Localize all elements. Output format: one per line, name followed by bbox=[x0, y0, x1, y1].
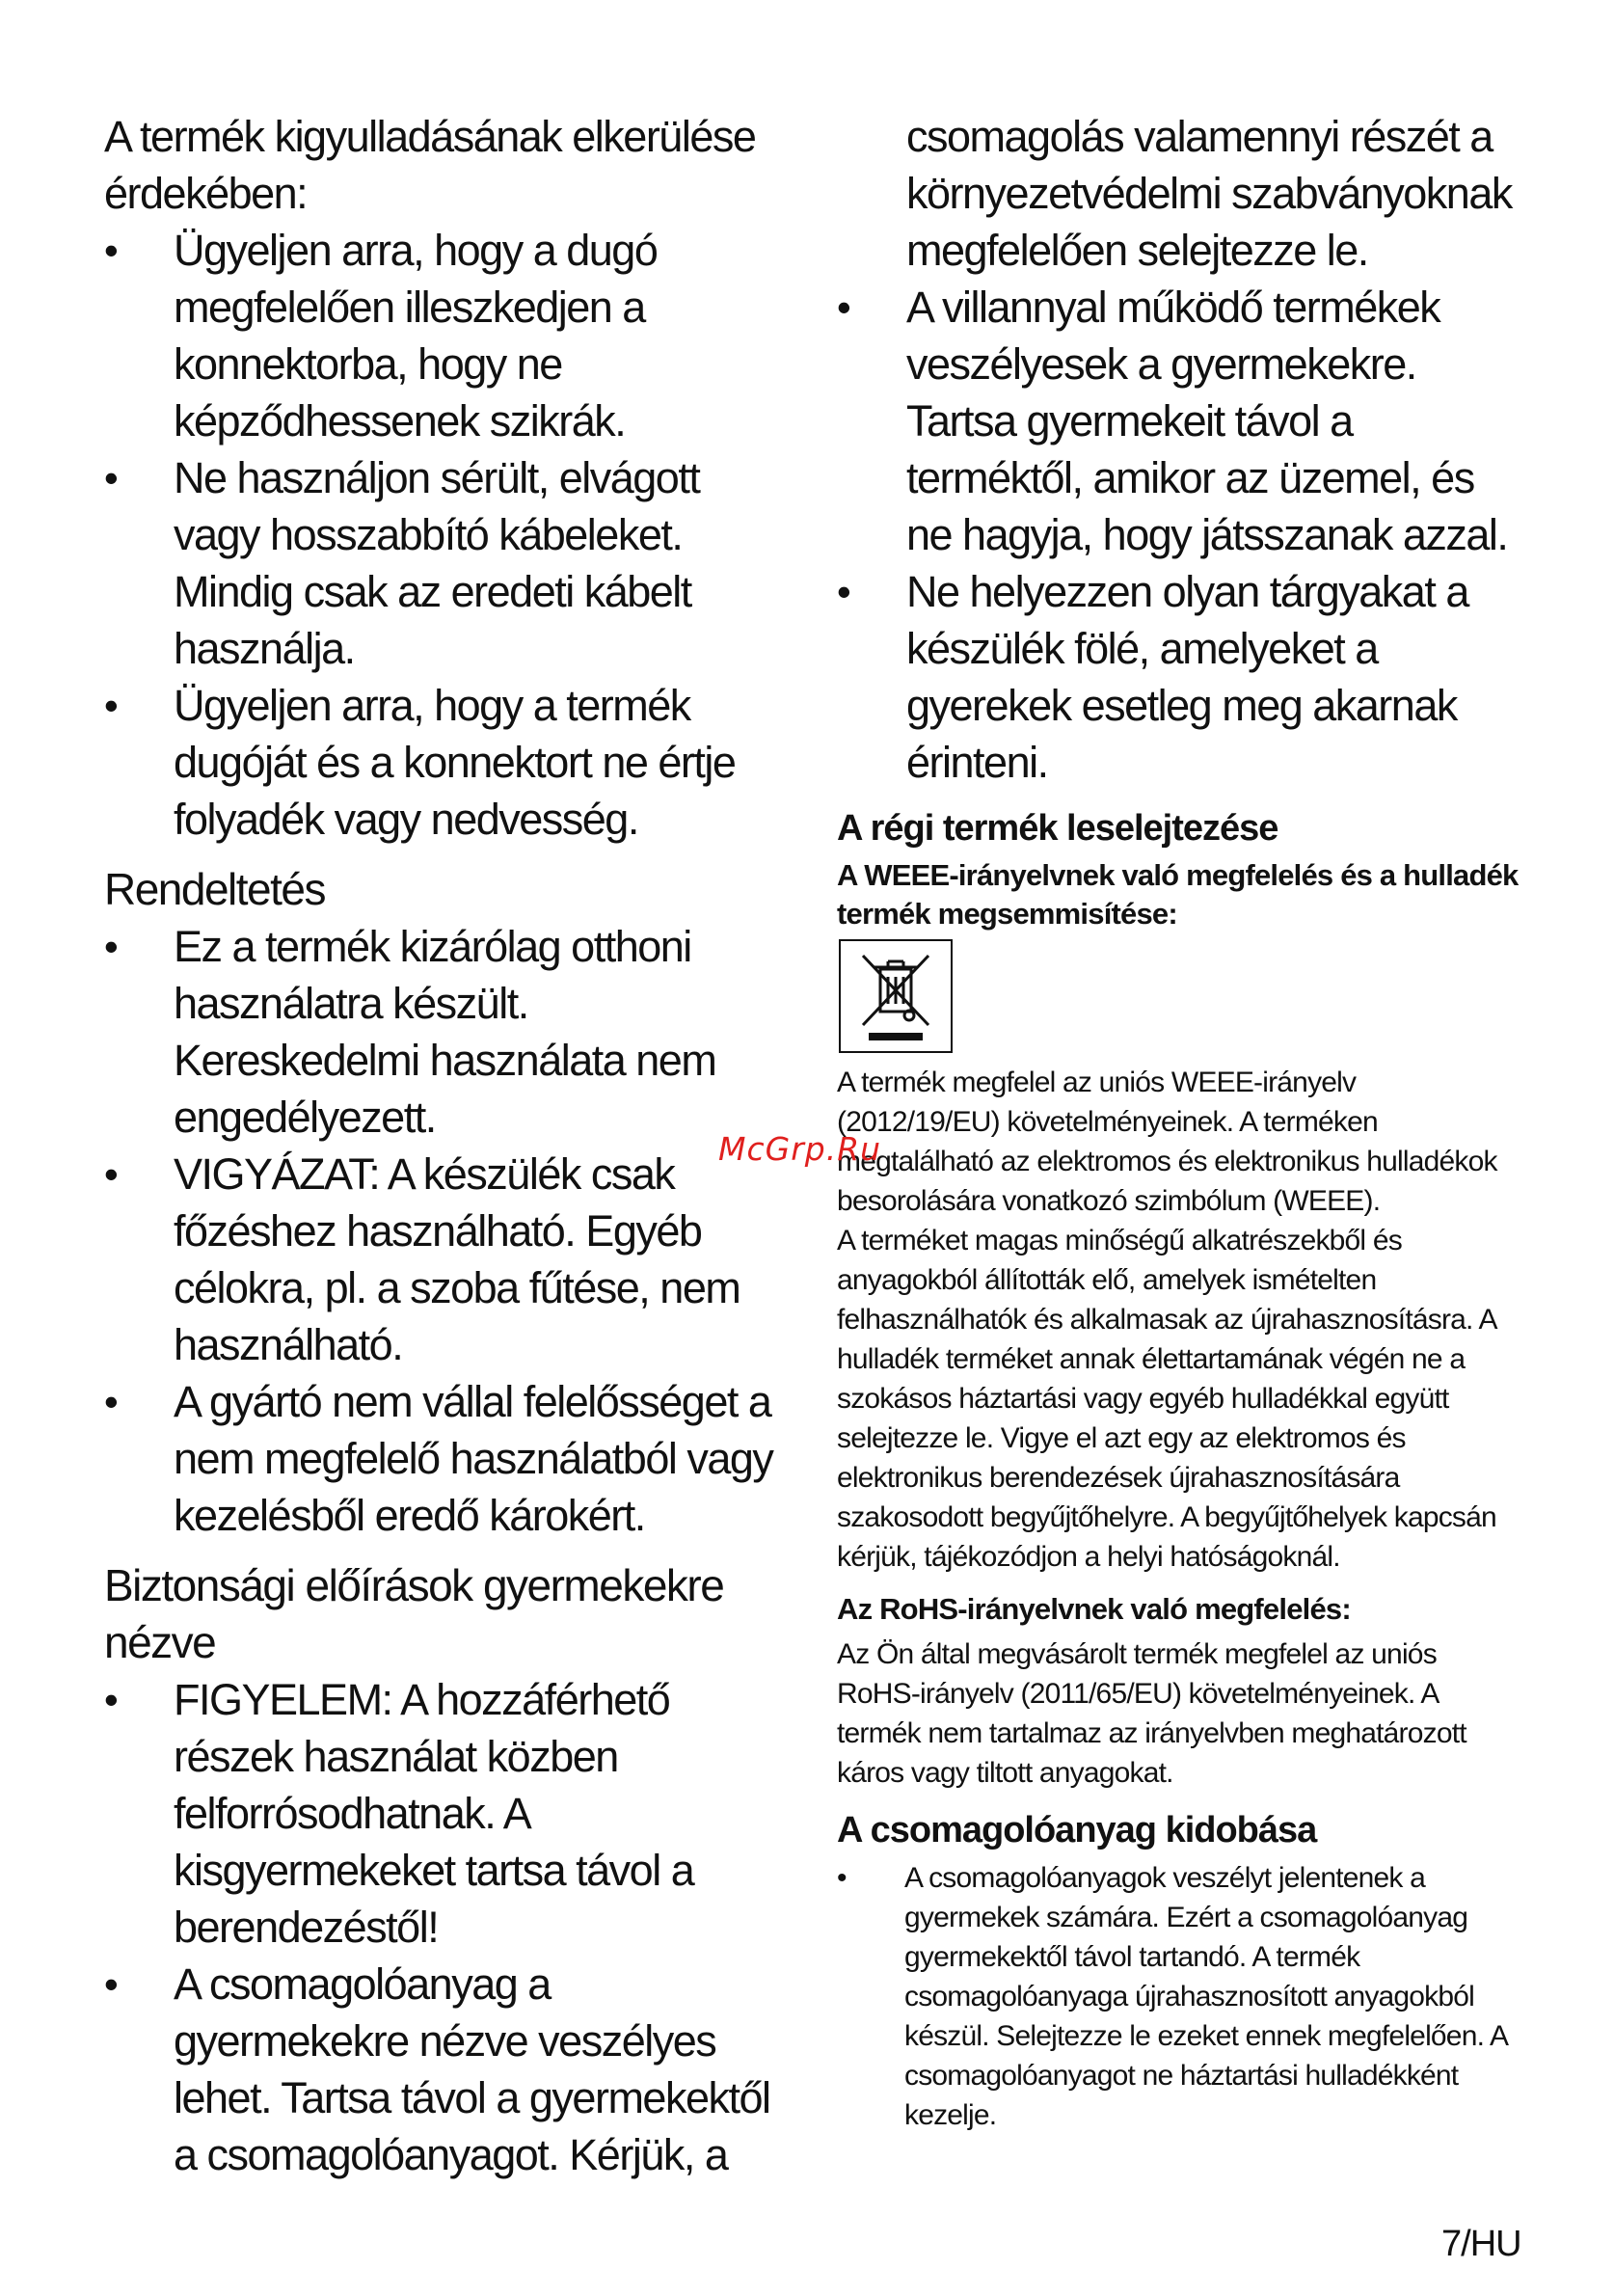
list-item: • Ne helyezzen olyan tárgyakat a készülék fölé, amelyeket a gyerekek esetleg meg akarnak érinteni. bbox=[837, 563, 1521, 791]
list-item: • Ügyeljen arra, hogy a termék dugóját és a konnektort ne értje folyadék vagy nedvesség. bbox=[104, 677, 779, 848]
purpose-list bbox=[104, 918, 779, 1544]
list-item: • A csomagolóanyagok veszélyt jelentenek a gyermekek számára. Ezért a csomagolóanyag gyermekektől távol tartandó. A termék csomagolóanyaga újrahasznosított anyagokból készül. Selejtezze le ezeket ennek megfelelően. A csomagolóanyagot ne háztartási hulladékként kezelje. bbox=[837, 1858, 1521, 2135]
rohs-paragraph: Az Ön által megvásárolt termék megfelel az uniós RoHS-irányelv (2011/65/EU) követelményeinek. A termék nem tartalmaz az irányelvben meghatározott káros vagy tiltott anyagokat. bbox=[837, 1638, 1466, 1789]
disposal-heading: A régi termék leselejtezése bbox=[837, 808, 1278, 849]
child-safety-list bbox=[104, 1671, 779, 2183]
list-item: • FIGYELEM: A hozzáférhető részek használat közben felforrósodhatnak. A kisgyermekeket tartsa távol a berendezéstől! bbox=[104, 1671, 779, 1956]
list-item: • Ne használjon sérült, elvágott vagy hosszabbító kábeleket. Mindig csak az eredeti kábelt használja. bbox=[104, 449, 779, 677]
list-item: • A csomagolóanyag a gyermekekre nézve veszélyes lehet. Tartsa távol a gyermekektől a csomagolóanyagot. Kérjük, a bbox=[104, 1956, 779, 2183]
child-safety-heading: Biztonsági előírások gyermekekre nézve bbox=[104, 1560, 724, 1667]
packaging-disposal-heading: A csomagolóanyag kidobása bbox=[837, 1810, 1317, 1850]
watermark: McGrp.Ru bbox=[718, 1130, 882, 1168]
list-item: • Ügyeljen arra, hogy a dugó megfelelően illeszkedjen a konnektorba, hogy ne képződhessenek szikrák. bbox=[104, 222, 779, 449]
fire-safety-intro: A termék kigyulladásának elkerülése érdekében: bbox=[104, 112, 756, 218]
list-item: • A gyártó nem vállal felelősséget a nem megfelelő használatból vagy kezelésből eredő károkért. bbox=[104, 1373, 779, 1544]
child-safety-list-continued bbox=[837, 279, 1521, 791]
rohs-heading: Az RoHS-irányelvnek való megfelelés: bbox=[837, 1592, 1351, 1626]
page-number: 7/HU bbox=[1441, 2224, 1521, 2264]
packaging-continuation: csomagolás valamennyi részét a környezetvédelmi szabványoknak megfelelően selejtezze le. bbox=[906, 112, 1512, 275]
fire-safety-list bbox=[104, 222, 779, 848]
crossed-out-wheelie-bin-icon bbox=[839, 939, 953, 1053]
weee-paragraph-2: A terméket magas minőségű alkatrészekből és anyagokból állították elő, amelyek ismételten felhasználhatók és alkalmasak az újrahasznosításra. A hulladék terméket annak élettartamának végén ne a szokásos háztartási vagy egyéb hulladékkal együtt selejtezze le. Vigye el azt egy az elektromos és elektronikus berendezések újrahasznosítására szakosodott begyűjtőhelyre. A begyűjtőhelyek kapcsán kérjük, tájékozódjon a helyi hatóságoknál. bbox=[837, 1225, 1496, 1573]
packaging-disposal-list bbox=[837, 1858, 1521, 2135]
weee-paragraph-1: A termék megfelel az uniós WEEE-irányelv (2012/19/EU) követelményeinek. A terméken megtalálható az elektromos és elektronikus hulladékok besorolására vonatkozó szimbólum (WEEE). bbox=[837, 1067, 1497, 1217]
weee-heading: A WEEE-irányelvnek való megfelelés és a hulladék termék megsemmisítése: bbox=[837, 858, 1519, 931]
purpose-heading: Rendeltetés bbox=[104, 864, 325, 914]
left-column bbox=[104, 108, 779, 2183]
list-item: • A villannyal működő termékek veszélyesek a gyermekekre. Tartsa gyermekeit távol a terméktől, amikor az üzemel, és ne hagyja, hogy játsszanak azzal. bbox=[837, 279, 1521, 563]
list-item: • VIGYÁZAT: A készülék csak főzéshez használható. Egyéb célokra, pl. a szoba fűtése, nem használható. bbox=[104, 1146, 779, 1373]
right-column bbox=[837, 108, 1521, 2135]
list-item: • Ez a termék kizárólag otthoni használatra készült. Kereskedelmi használata nem engedélyezett. bbox=[104, 918, 779, 1146]
